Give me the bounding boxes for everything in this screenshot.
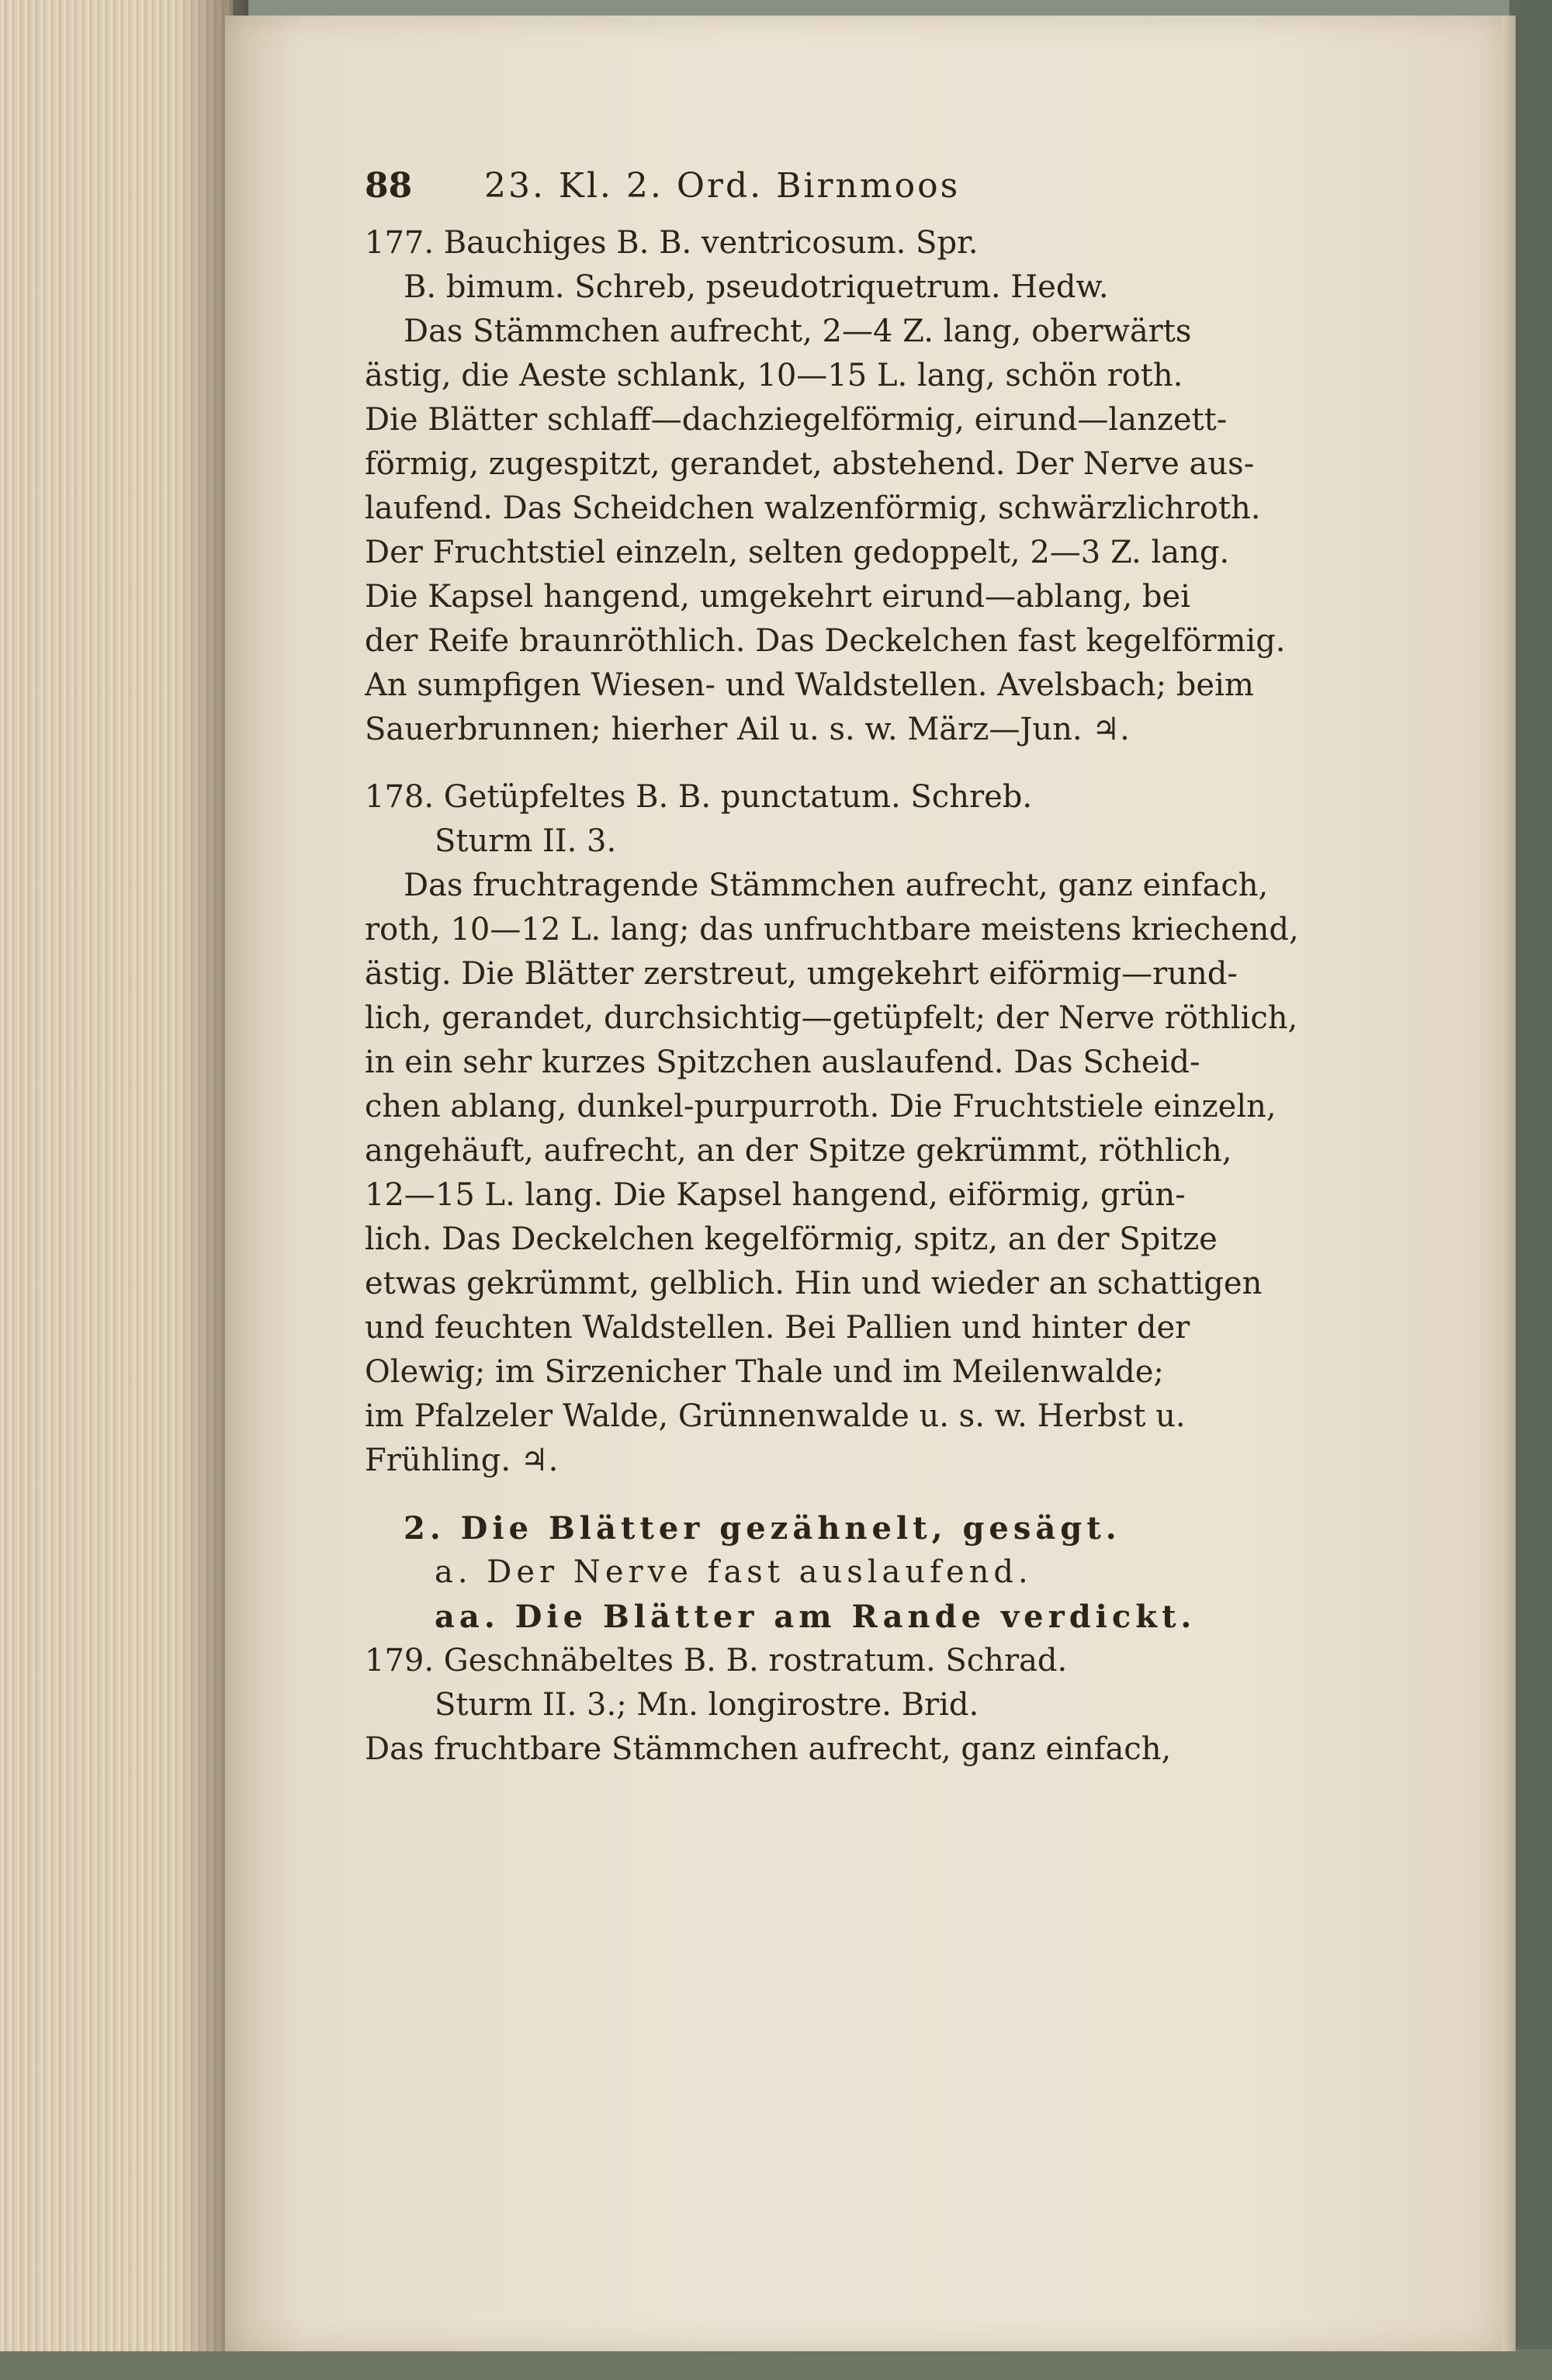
text-line: Das fruchtragende Stämmchen aufrecht, ganz einfach, xyxy=(404,868,1269,903)
species-entry-title: 179. Geschnäbeltes B. B. rostratum. Schrad. xyxy=(365,1643,1068,1678)
page-text xyxy=(365,151,1467,1772)
species-entry-title: 178. Getüpfeltes B. B. punctatum. Schreb. xyxy=(365,779,1033,815)
paragraph-gap xyxy=(365,752,1467,775)
text-line: Sturm II. 3.; Mn. longirostre. Brid. xyxy=(435,1687,979,1723)
text-line: lich, gerandet, durchsichtig—getüpfelt; der Nerve röthlich, xyxy=(365,1000,1298,1036)
text-line: Sturm II. 3. xyxy=(435,823,617,859)
text-line: der Reife braunröthlich. Das Deckelchen fast kegelförmig. xyxy=(365,623,1286,659)
text-line: ästig. Die Blätter zerstreut, umgekehrt eiförmig—rund- xyxy=(365,956,1238,992)
text-line: Das Stämmchen aufrecht, 2—4 Z. lang, oberwärts xyxy=(404,314,1192,349)
text-line: B. bimum. Schreb, pseudotriquetrum. Hedw. xyxy=(404,269,1109,305)
text-line: in ein sehr kurzes Spitzchen auslaufend. Das Scheid- xyxy=(365,1044,1200,1080)
background-bottom xyxy=(0,2349,1552,2380)
text-line: 12—15 L. lang. Die Kapsel hangend, eiförmig, grün- xyxy=(365,1177,1186,1213)
text-line: und feuchten Waldstellen. Bei Pallien und hinter der xyxy=(365,1310,1190,1346)
page-header xyxy=(365,151,1467,221)
section-heading: 2. Die Blätter gezähnelt, gesägt. xyxy=(404,1510,1121,1547)
text-line: Sauerbrunnen; hierher Ail u. s. w. März—Jun. ♃. xyxy=(365,712,1130,747)
background-right xyxy=(1509,0,1552,2380)
page-right-edge xyxy=(1502,16,1516,2351)
text-line: Die Blätter schlaff—dachziegelförmig, eirund—lanzett- xyxy=(365,402,1228,438)
text-line: förmig, zugespitzt, gerandet, abstehend. Der Nerve aus- xyxy=(365,446,1255,482)
text-line: Frühling. ♃. xyxy=(365,1443,559,1478)
text-line: roth, 10—12 L. lang; das unfruchtbare meistens kriechend, xyxy=(365,912,1299,947)
text-line: laufend. Das Scheidchen walzenförmig, schwärzlichroth. xyxy=(365,490,1261,526)
text-line: Das fruchtbare Stämmchen aufrecht, ganz einfach, xyxy=(365,1731,1172,1767)
text-line: Olewig; im Sirzenicher Thale und im Meilenwalde; xyxy=(365,1354,1164,1390)
text-line: Die Kapsel hangend, umgekehrt eirund—ablang, bei xyxy=(365,579,1190,615)
text-line: ästig, die Aeste schlank, 10—15 L. lang, schön roth. xyxy=(365,358,1183,393)
text-line: angehäuft, aufrecht, an der Spitze gekrümmt, röthlich, xyxy=(365,1133,1232,1169)
page-number: 88 xyxy=(365,166,413,206)
body-text xyxy=(365,221,1467,1772)
paragraph-gap xyxy=(365,1483,1467,1506)
section-heading: aa. Die Blätter am Rande verdickt. xyxy=(435,1599,1197,1635)
text-line: im Pfalzeler Walde, Grünnenwalde u. s. w. Herbst u. xyxy=(365,1398,1186,1434)
running-title: 23. Kl. 2. Ord. Birnmoos xyxy=(484,166,961,206)
text-line: Der Fruchtstiel einzeln, selten gedoppelt, 2—3 Z. lang. xyxy=(365,535,1230,570)
text-line: etwas gekrümmt, gelblich. Hin und wieder an schattigen xyxy=(365,1266,1263,1301)
section-heading: a. Der Nerve fast auslaufend. xyxy=(435,1554,1033,1590)
text-line: An sumpfigen Wiesen- und Waldstellen. Avelsbach; beim xyxy=(365,667,1254,703)
text-line: chen ablang, dunkel-purpurroth. Die Fruchtstiele einzeln, xyxy=(365,1089,1277,1124)
species-entry-title: 177. Bauchiges B. B. ventricosum. Spr. xyxy=(365,225,979,261)
text-line: lich. Das Deckelchen kegelförmig, spitz, an der Spitze xyxy=(365,1221,1218,1257)
